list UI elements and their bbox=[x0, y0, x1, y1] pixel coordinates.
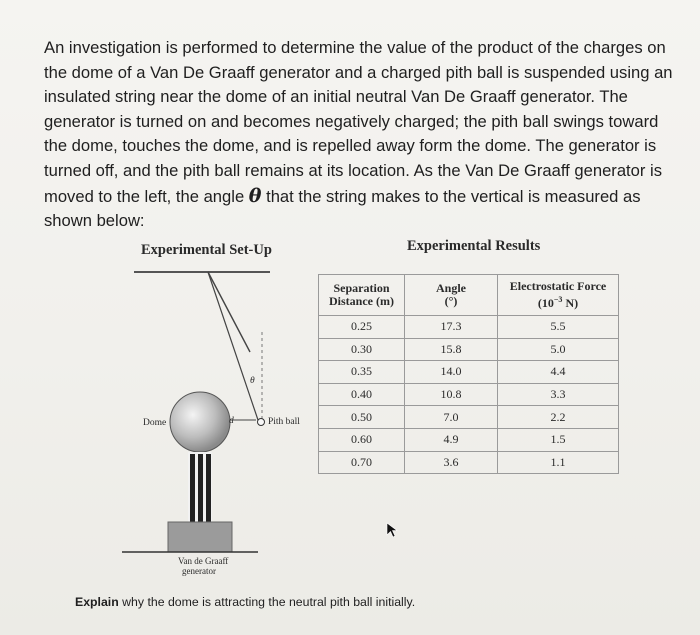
table-row bbox=[319, 451, 619, 474]
header-distance-line1: Separation bbox=[333, 281, 390, 295]
paragraph-text-1: An investigation is performed to determine the value of the product of the charges on the dome of a Van De Graaff generator and a charged pith ball is suspended using an insulated string near the dome of an initial neutral Van De Graaff generator. The generator is turned on and becomes negatively charged; the pith ball swings toward the dome, touches the dome, and is repelled away form the dome. The generator is turned off, and the pith ball remains at its location. As the Van De Graaff generator is moved to the left, the angle bbox=[44, 38, 673, 206]
cell-distance: 0.30 bbox=[319, 338, 405, 361]
header-force-unit-a: (10 bbox=[537, 296, 554, 310]
paragraph-text-2: that the string makes to the vertical is measured as shown below: bbox=[44, 186, 641, 231]
cell-angle: 3.6 bbox=[405, 451, 498, 474]
table-header-row bbox=[319, 275, 619, 316]
table-row bbox=[319, 406, 619, 429]
table-row bbox=[319, 316, 619, 339]
cell-force: 2.2 bbox=[498, 406, 619, 429]
cell-distance: 0.70 bbox=[319, 451, 405, 474]
cell-force: 1.5 bbox=[498, 428, 619, 451]
cell-force: 1.1 bbox=[498, 451, 619, 474]
generator-label-line2: generator bbox=[182, 566, 216, 576]
table-row bbox=[319, 361, 619, 384]
cell-force: 5.0 bbox=[498, 338, 619, 361]
header-distance-line2: Distance (m) bbox=[329, 294, 394, 308]
question-text bbox=[75, 595, 415, 609]
pith-ball bbox=[258, 419, 265, 426]
support-rod bbox=[208, 272, 250, 352]
distance-label: d bbox=[229, 416, 234, 426]
pith-ball-label: Pith ball bbox=[268, 417, 300, 427]
setup-diagram bbox=[110, 262, 280, 562]
cell-force: 5.5 bbox=[498, 316, 619, 339]
theta-label: θ bbox=[250, 376, 255, 386]
dome-label: Dome bbox=[143, 418, 167, 428]
header-angle-line2: (°) bbox=[444, 294, 458, 308]
header-force-unit-b: N) bbox=[562, 296, 579, 310]
cell-angle: 10.8 bbox=[405, 383, 498, 406]
cell-distance: 0.35 bbox=[319, 361, 405, 384]
header-angle-line1: Angle bbox=[436, 281, 466, 295]
dome-sphere bbox=[170, 392, 230, 452]
results-table bbox=[318, 274, 619, 474]
cell-force: 4.4 bbox=[498, 361, 619, 384]
cell-force: 3.3 bbox=[498, 383, 619, 406]
column-stripe-middle bbox=[198, 454, 203, 524]
cell-angle: 4.9 bbox=[405, 428, 498, 451]
cell-distance: 0.50 bbox=[319, 406, 405, 429]
generator-label-line1: Van de Graaff bbox=[178, 556, 229, 566]
question-bold: Explain bbox=[75, 595, 119, 609]
cell-angle: 7.0 bbox=[405, 406, 498, 429]
header-distance bbox=[319, 275, 405, 316]
mouse-cursor-icon bbox=[386, 522, 400, 538]
cell-distance: 0.40 bbox=[319, 383, 405, 406]
cell-distance: 0.25 bbox=[319, 316, 405, 339]
question-rest: why the dome is attracting the neutral pith ball initially. bbox=[118, 595, 416, 609]
cell-angle: 17.3 bbox=[405, 316, 498, 339]
table-row bbox=[319, 383, 619, 406]
cell-angle: 14.0 bbox=[405, 361, 498, 384]
header-force-line1: Electrostatic Force bbox=[509, 279, 607, 293]
theta-symbol: θ bbox=[248, 184, 262, 207]
setup-heading: Experimental Set-Up bbox=[141, 242, 272, 258]
table-row bbox=[319, 338, 619, 361]
header-angle bbox=[405, 275, 498, 316]
results-heading: Experimental Results bbox=[407, 238, 541, 254]
cell-angle: 15.8 bbox=[405, 338, 498, 361]
column-stripe-right bbox=[206, 454, 211, 524]
problem-paragraph bbox=[44, 36, 684, 234]
header-force bbox=[498, 275, 619, 316]
cell-distance: 0.60 bbox=[319, 428, 405, 451]
generator-base bbox=[168, 522, 232, 552]
header-force-exponent: −3 bbox=[553, 295, 563, 304]
column-stripe-left bbox=[190, 454, 195, 524]
table-row bbox=[319, 428, 619, 451]
